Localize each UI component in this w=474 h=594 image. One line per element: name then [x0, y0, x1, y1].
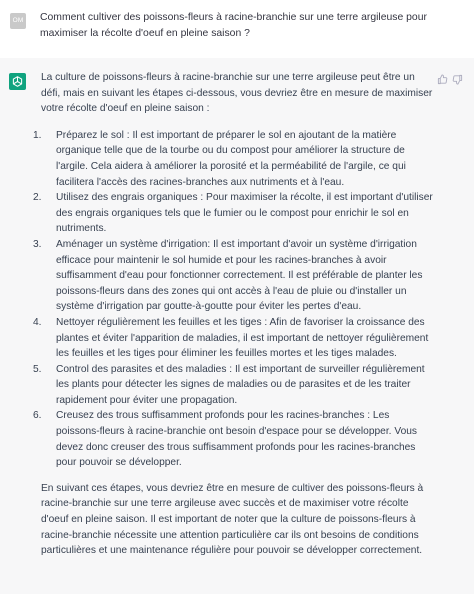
assistant-message-row [0, 58, 474, 594]
list-item [33, 408, 433, 470]
thumbs-down-icon[interactable] [452, 74, 463, 85]
conclusion-paragraph: En suivant ces étapes, vous devriez être en mesure de cultiver des poissons-fleurs à racine-branchie sur une terre argileuse avec succès et de maximiser votre récolte d'oeuf en pleine saison. Il est important de noter que la culture de poissons-fleurs à racine-branchie nécessite une attention particulière car ils ont besoins de conditions particulières et une maintenance régulière pour pouvoir se développer correctement. [41, 482, 424, 557]
list-item [33, 237, 433, 315]
thumbs-up-icon[interactable] [437, 74, 448, 85]
list-item [33, 362, 433, 409]
assistant-message-text [33, 70, 433, 559]
openai-logo-icon [9, 73, 26, 90]
list-item-number: 3. [33, 238, 42, 250]
list-item-text: Préparez le sol : Il est important de préparer le sol en ajoutant de la matière organique telle que de la tourbe ou du compost pour améliorer la structure de l'argile. Cela aidera à améliorer la porosité et la perméabilité de l'argile, ce qui facilitera l'accès des racines-branches aux nutriments et à l'eau. [56, 129, 406, 188]
list-item-text: Control des parasites et des maladies : Il est important de surveiller régulièrement les plants pour détecter les signes de maladies ou de parasites et de les traiter rapidement pour éviter une propagation. [56, 363, 425, 406]
list-item-text: Creusez des trous suffisamment profonds pour les racines-branches : Les poissons-fleurs à racine-branchie ont besoin d'espace pour se développer. Vous devez donc creuser des trous suffisamment profonds pour les racines-branches pour pouvoir se développer. [56, 410, 417, 469]
openai-logo-glyph [11, 75, 24, 88]
list-item [33, 128, 433, 190]
intro-paragraph: La culture de poissons-fleurs à racine-branchie sur une terre argileuse peut être un défi, mais en suivant les étapes ci-dessous, vous devriez être en mesure de maximiser votre récolte d'oeuf en pleine saison : [41, 72, 433, 115]
user-message-row [0, 0, 474, 59]
list-item-text: Nettoyer régulièrement les feuilles et les tiges : Afin de favoriser la croissance des plantes et éviter l'apparition de maladies, il est important de nettoyer régulièrement les feuilles et les tiges pour éliminer les feuilles mortes et les tiges malades. [56, 316, 429, 360]
list-item-number: 6. [33, 410, 42, 422]
list-item [33, 315, 433, 362]
list-item-text: Aménager un système d'irrigation: Il est important d'avoir un système d'irrigation efficace pour maintenir le sol humide et pour les racines-branches à avoir suffisamment d'eau pour fonctionner correctement. Il est préférable de planter les poissons-fleurs dans des zones qui ont accès à l'eau de pluie ou d'installer un système d'irrigation par goutte-à-goutte pour éviter les pertes d'eau. [56, 238, 423, 313]
list-item [33, 190, 433, 237]
list-item-number: 5. [33, 363, 42, 375]
list-item-number: 1. [33, 129, 42, 141]
list-item-number: 2. [33, 192, 42, 204]
steps-list [33, 128, 433, 471]
list-item-number: 4. [33, 316, 42, 328]
user-message-text: Comment cultiver des poissons-fleurs à racine-branchie sur une terre argileuse pour maximiser la récolte d'oeuf en pleine saison ? [40, 12, 427, 39]
list-item-text: Utilisez des engrais organiques : Pour maximiser la récolte, il est important d'utiliser des engrais organiques tels que le fumier ou le compost pour enrichir le sol en nutriments. [56, 192, 433, 235]
user-avatar: OM [10, 13, 26, 29]
